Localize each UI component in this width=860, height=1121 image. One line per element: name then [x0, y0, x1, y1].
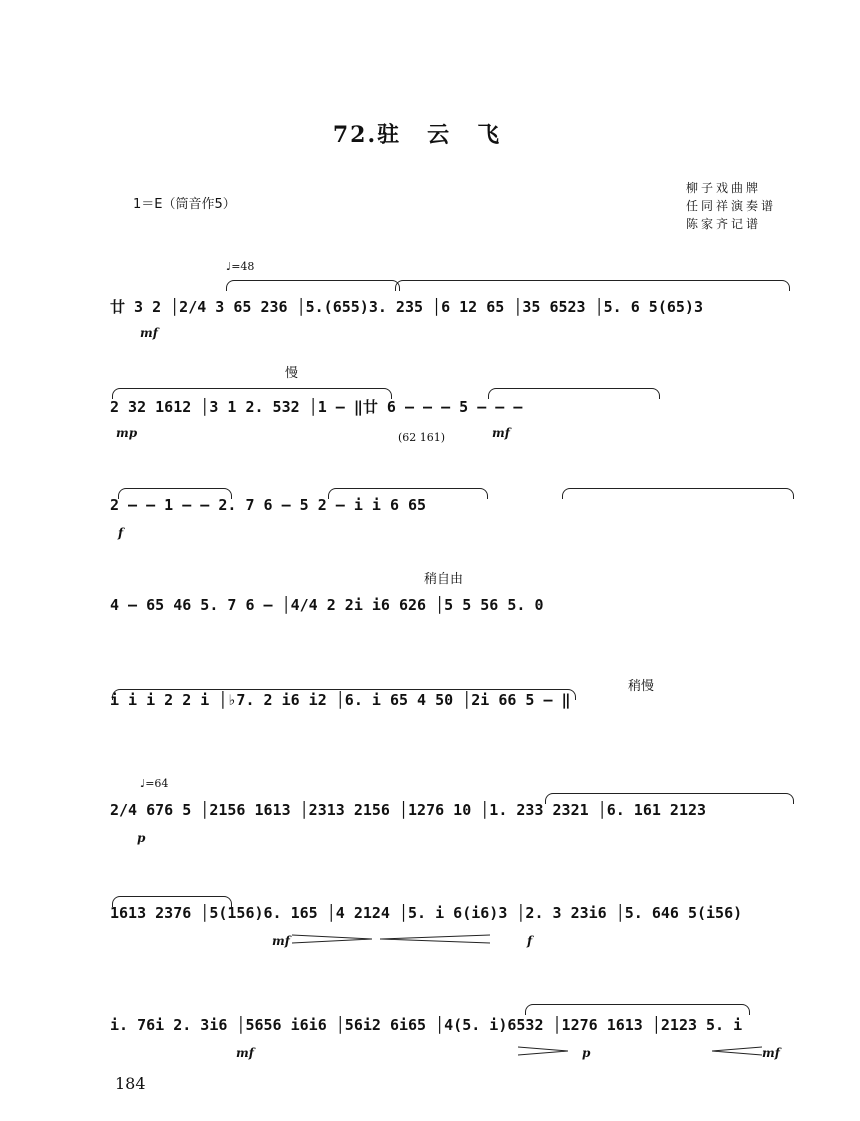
expression-marking: 稍慢: [628, 679, 655, 694]
notation: i i i 2 2 i │♭7. 2 i6 i2 │6. i 65 4 50 │2i 66 5 – ‖: [110, 691, 571, 709]
title-char: 云: [427, 123, 452, 148]
notation: 廿 3 2 │2/4 3 65 236 │5.(655)3. 235 │6 12 65 │35 6523 │5. 6 5(65)3: [110, 298, 703, 316]
page-title: 72.驻 云 飞: [0, 118, 860, 149]
grace-note-group: (62 161): [398, 431, 446, 444]
dynamic-marking: f: [527, 934, 533, 948]
notation: 2 32 1612 │3 1 2. 532 │1 – ‖廿 6 – – – 5 – – –: [110, 398, 523, 416]
decrescendo-hairpin: [518, 1046, 568, 1056]
notation: 1613 2376 │5(156)6. 165 │4 2124 │5. i 6(i6)3 │2. 3 23i6 │5. 646 5(i56): [110, 904, 743, 922]
title-char: 驻: [377, 123, 402, 148]
crescendo-hairpin: [712, 1046, 762, 1056]
dynamic-marking: mf: [272, 934, 290, 948]
slur: [525, 1004, 750, 1015]
title-char: 飞: [477, 123, 502, 148]
score-line-5: [0, 655, 860, 735]
score-line-3: [0, 460, 860, 540]
dynamic-marking: f: [118, 526, 124, 540]
notation: 2 – – 1 – – 2. 7 6 – 5 2 – i i 6 65: [110, 496, 427, 514]
dynamic-marking: mf: [236, 1046, 254, 1060]
slur: [226, 280, 400, 291]
score-line-2: [0, 360, 860, 444]
decrescendo-hairpin: [292, 934, 372, 944]
credit-transcriber: 陈家齐记谱: [686, 217, 762, 231]
tempo-marking: ♩=48: [226, 260, 255, 273]
credit-performer: 任同祥演奏谱: [686, 199, 777, 213]
credit-source: 柳子戏曲牌: [686, 181, 762, 195]
slur: [395, 280, 790, 291]
notation: 2/4 676 5 │2156 1613 │2313 2156 │1276 10 │1. 233 2321 │6. 161 2123: [110, 801, 707, 819]
score-line-6: [0, 765, 860, 845]
expression-marking: 稍自由: [424, 572, 464, 587]
key-signature: 1＝E（筒音作5）: [133, 197, 236, 212]
dynamic-marking: mf: [492, 426, 510, 440]
score-line-1: [0, 260, 860, 340]
dynamic-marking: mp: [116, 426, 138, 440]
score-line-7: [0, 868, 860, 948]
notation: i. 76i 2. 3i6 │5656 i6i6 │56i2 6i65 │4(5. i)6532 │1276 1613 │2123 5. i: [110, 1016, 743, 1034]
tempo-marking: ♩=64: [140, 777, 169, 790]
dynamic-marking: mf: [762, 1046, 780, 1060]
page-number: 184: [115, 1074, 146, 1093]
dynamic-marking: p: [582, 1046, 591, 1060]
dynamic-marking: p: [137, 831, 146, 845]
crescendo-hairpin: [380, 934, 490, 944]
notation: 4 – 65 46 5. 7 6 – │4/4 2 2i i6 626 │5 5 56 5. 0: [110, 596, 544, 614]
dynamic-marking: mf: [140, 326, 158, 340]
score-line-4: [0, 560, 860, 640]
score-line-8: [0, 980, 860, 1060]
expression-marking: 慢: [285, 366, 299, 381]
